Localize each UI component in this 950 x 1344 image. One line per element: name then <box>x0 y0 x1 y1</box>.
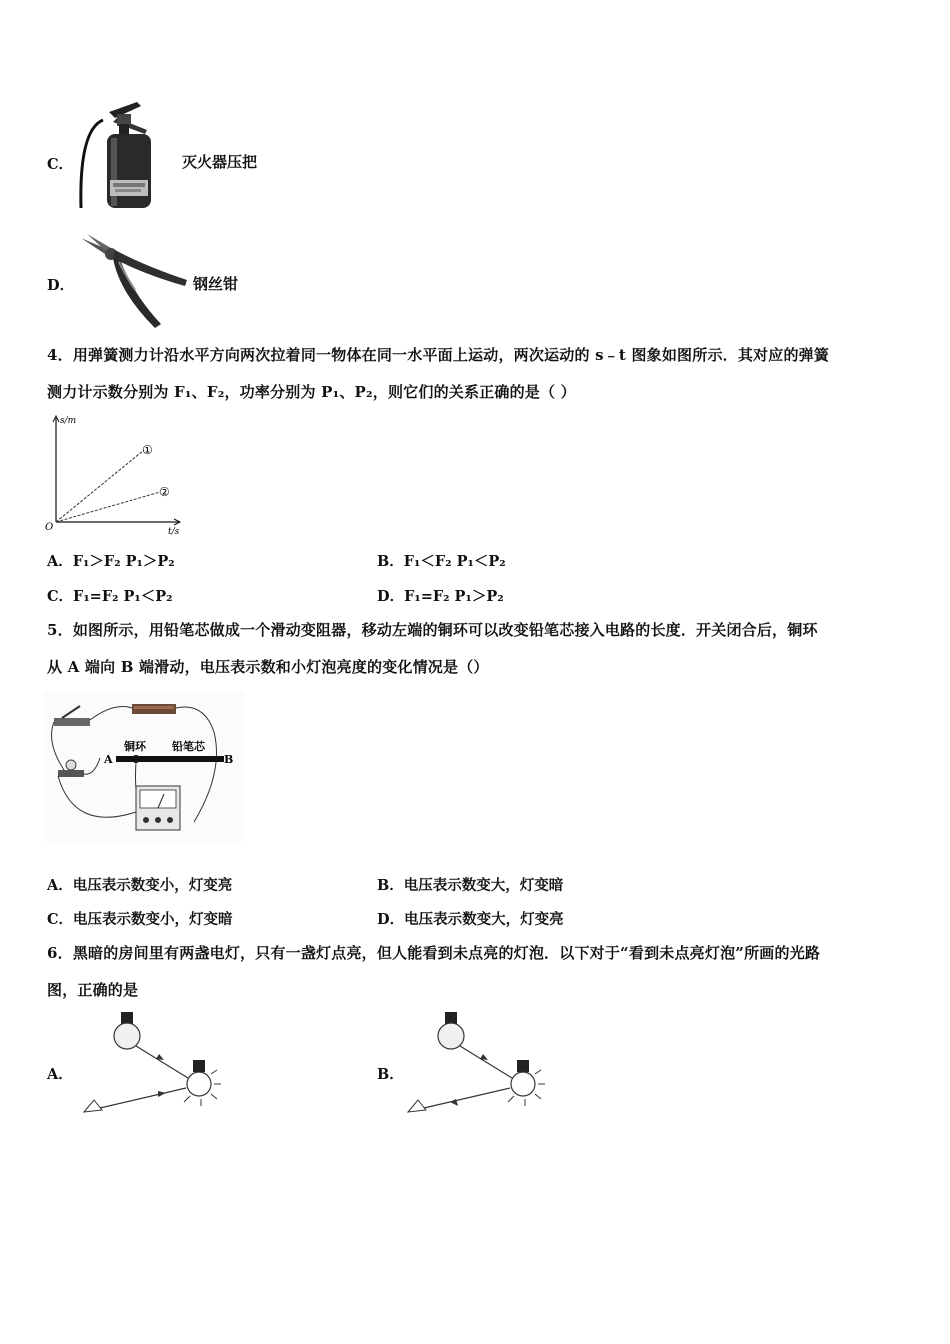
option-c-label: 灭火器压把 <box>182 153 258 171</box>
q6-option-a-letter: A． <box>47 1066 73 1083</box>
q5-stem-line1: 5．如图所示，用铅笔芯做成一个滑动变阻器，移动左端的铜环可以改变铅笔芯接入电路的长度．开关闭合后，铜环 <box>47 621 818 639</box>
light-path-diagram-a <box>80 1008 230 1118</box>
q5-option-b: B．电压表示数变大，灯变暗 <box>377 877 564 894</box>
q4-stem-line2: 测力计示数分别为 F₁、F₂，功率分别为 P₁、P₂，则它们的关系正确的是（ ） <box>47 383 576 401</box>
line-1 <box>56 450 144 522</box>
pencil-rheostat-circuit <box>44 692 244 842</box>
unlit-bulb-icon <box>114 1012 140 1049</box>
copper-ring <box>132 755 140 763</box>
option-c-letter: C． <box>47 156 74 173</box>
y-axis-label: s/m <box>60 416 77 426</box>
q4-option-a: A．F₁＞F₂ P₁＞P₂ <box>47 553 175 570</box>
unlit-bulb-icon <box>438 1012 464 1049</box>
q4-option-b: B．F₁＜F₂ P₁＜P₂ <box>377 553 506 570</box>
origin-label: O <box>45 522 54 533</box>
eye-icon <box>84 1100 102 1112</box>
ring-label: 铜环 <box>124 740 146 753</box>
x-axis-label: t/s <box>168 527 180 537</box>
q5-stem-line2: 从 A 端向 B 端滑动，电压表示数和小灯泡亮度的变化情况是（） <box>47 658 489 676</box>
end-b-label: B <box>224 753 234 766</box>
q4-stem-line1: 4．用弹簧测力计沿水平方向两次拉着同一物体在同一水平面上运动，两次运动的 s﹣t 图象如图所示．其对应的弹簧 <box>47 346 830 364</box>
q5-option-c: C．电压表示数变小，灯变暗 <box>47 911 233 928</box>
line-2-label: ② <box>159 485 170 499</box>
q4-option-d: D．F₁=F₂ P₁＞P₂ <box>377 588 504 605</box>
line-1-label: ① <box>142 443 153 457</box>
st-graph <box>40 410 190 540</box>
q5-option-d: D．电压表示数变大，灯变亮 <box>377 911 564 928</box>
bulb <box>58 770 84 777</box>
lit-bulb-icon <box>184 1060 221 1106</box>
option-d-letter: D． <box>47 277 75 294</box>
light-path-diagram-b <box>404 1008 554 1118</box>
option-d-label: 钢丝钳 <box>193 275 239 293</box>
q5-option-a: A．电压表示数变小，灯变亮 <box>47 877 233 894</box>
q4-option-c: C．F₁=F₂ P₁＜P₂ <box>47 588 173 605</box>
q6-stem-line1: 6．黑暗的房间里有两盏电灯，只有一盏灯点亮，但人能看到未点亮的灯泡．以下对于“看到未点亮灯泡”所画的光路 <box>47 944 821 962</box>
switch <box>54 718 90 726</box>
end-a-label: A <box>104 753 113 766</box>
line-2 <box>56 492 160 522</box>
pliers-image <box>75 232 195 332</box>
fire-extinguisher-image <box>75 100 175 210</box>
core-label: 铅笔芯 <box>172 740 205 753</box>
lit-bulb-icon <box>508 1060 545 1106</box>
q6-option-b-letter: B． <box>377 1066 404 1083</box>
q6-stem-line2: 图，正确的是 <box>47 981 139 999</box>
eye-icon <box>408 1100 426 1112</box>
